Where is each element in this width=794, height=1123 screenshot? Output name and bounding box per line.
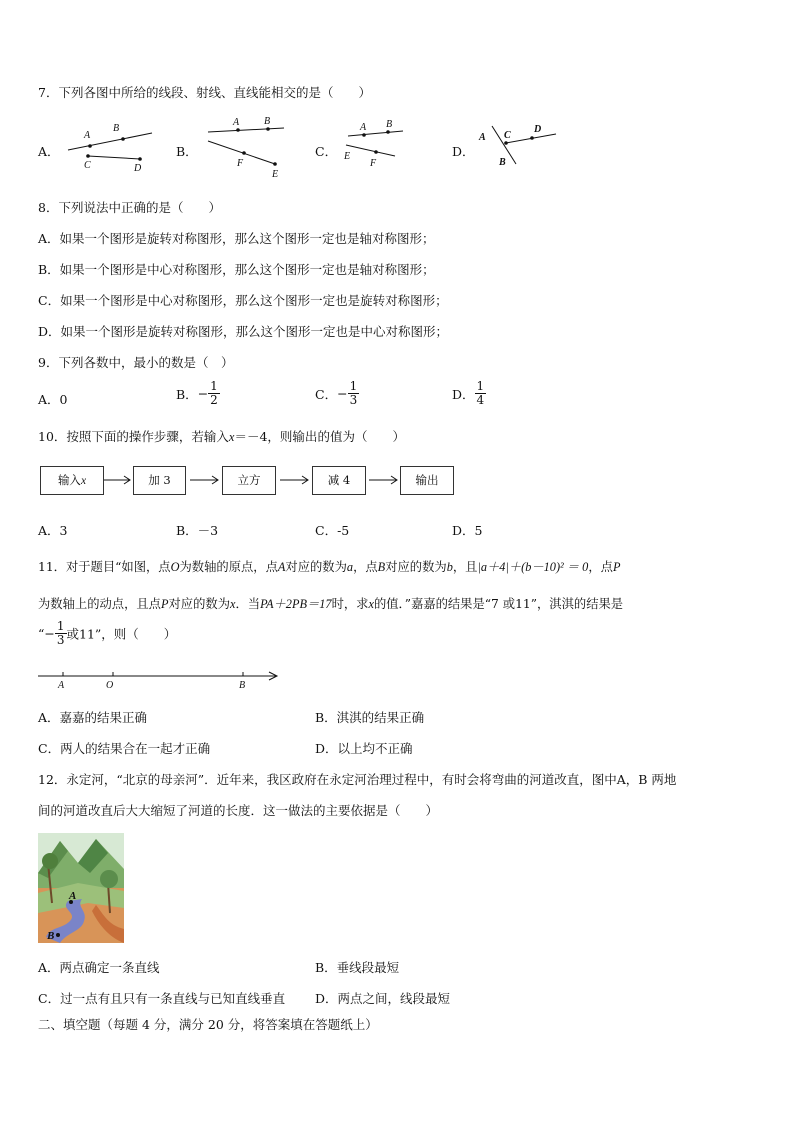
flow-arrow-1 [103, 474, 133, 486]
q7-option-c-label: C． [315, 144, 338, 159]
q7d-label-A: A [479, 132, 486, 143]
flow-box-add3: 加 3 [133, 466, 186, 495]
river-label-A: A [69, 890, 77, 902]
q7a-label-A: A [84, 130, 91, 141]
q7-option-a-label: A． [38, 144, 60, 159]
q7b-label-F: F [237, 158, 244, 169]
q10-stem: 10．按照下面的操作步骤，若输入x＝－4，则输出的值为（ ） [38, 429, 405, 444]
q10-option-b: B．－3 [176, 523, 219, 538]
q12-option-d: D．两点之间，线段最短 [315, 991, 451, 1006]
q8-stem: 8．下列说法中正确的是（ ） [38, 200, 221, 215]
river-label-B: B [47, 930, 55, 942]
q7d-label-D: D [534, 124, 542, 135]
q9-option-b: B．− $\frac{1}{2}$ [176, 379, 218, 408]
q7a-label-B: B [113, 123, 120, 134]
q7c-label-F: F [370, 158, 377, 169]
q11-line3: “− $\frac{1}{3}$ 或11”，则（ ） [38, 619, 177, 648]
q7a-label-D: D [134, 163, 142, 174]
q9-stem: 9．下列各数中，最小的数是（ ） [38, 355, 234, 370]
q11-line2: 为数轴上的动点，且点P对应的数为x．当PA＋2PB＝17时，求x的值．”嘉嘉的结果是“7 或11”，淇淇的结果是 [38, 597, 624, 611]
q9-option-a: A．0 [38, 392, 68, 407]
q7c-label-B: B [386, 119, 393, 130]
q7-stem: 7．下列各图中所给的线段、射线、直线能相交的是（ ） [38, 85, 371, 100]
q12-line2: 间的河道改直后大大缩短了河道的长度．这一做法的主要依据是（ ） [38, 803, 439, 818]
q8-option-c: C．如果一个图形是中心对称图形，那么这个图形一定也是旋转对称图形； [38, 293, 448, 308]
q7-option-b-label: B． [176, 144, 198, 159]
q7-figure-d [474, 118, 564, 170]
q12-option-a: A．两点确定一条直线 [38, 960, 160, 975]
flow-arrow-4 [368, 474, 400, 486]
q12-option-c: C．过一点有且只有一条直线与已知直线垂直 [38, 991, 286, 1006]
q12-option-b: B．垂线段最短 [315, 960, 400, 975]
q11-option-a: A．嘉嘉的结果正确 [38, 710, 148, 725]
q10-option-c: C．-5 [315, 523, 350, 538]
river-illustration [38, 833, 124, 943]
q12-line1: 12．永定河，“北京的母亲河”．近年来，我区政府在永定河治理过程中，有时会将弯曲的河道改直，图中A，B 两地 [38, 772, 677, 787]
q8-option-a: A．如果一个图形是旋转对称图形，那么这个图形一定也是轴对称图形； [38, 231, 435, 246]
q9-option-c: C．− $\frac{1}{3}$ [315, 379, 358, 408]
q8-option-d: D．如果一个图形是旋转对称图形，那么这个图形一定也是中心对称图形； [38, 324, 449, 339]
q7c-label-A: A [360, 122, 367, 133]
q7-figure-c [338, 116, 408, 174]
q7-figure-a [60, 118, 160, 178]
q11-option-b: B．淇淇的结果正确 [315, 710, 425, 725]
q9-option-d: D． $\frac{1}{4}$ [452, 379, 485, 408]
axis-label-B: B [239, 680, 246, 691]
q10-option-a: A．3 [38, 523, 68, 538]
flow-arrow-3 [279, 474, 311, 486]
q11-option-d: D．以上均不正确 [315, 741, 413, 756]
section-2-heading: 二、填空题（每题 4 分，满分 20 分，将答案填在答题纸上） [38, 1017, 378, 1032]
axis-label-O: O [106, 680, 114, 691]
q7d-label-B: B [499, 157, 506, 168]
q7-figure-b [200, 113, 295, 183]
flow-box-cube: 立方 [222, 466, 276, 495]
q7b-label-A: A [233, 117, 240, 128]
flow-arrow-2 [189, 474, 221, 486]
flow-box-sub4: 减 4 [312, 466, 366, 495]
q7c-label-E: E [344, 151, 351, 162]
q11-number-line [36, 666, 286, 694]
q11-line1: 11．对于题目“如图，点O为数轴的原点，点A对应的数为a，点B对应的数为b，且|a＋4|＋(b－10)² ＝ 0，点P [38, 560, 621, 574]
q7-option-d-label: D． [452, 144, 475, 159]
flow-box-output: 输出 [400, 466, 454, 495]
q8-option-b: B．如果一个图形是中心对称图形，那么这个图形一定也是轴对称图形； [38, 262, 435, 277]
q10-option-d: D．5 [452, 523, 483, 538]
q11-option-c: C．两人的结果合在一起才正确 [38, 741, 211, 756]
axis-label-A: A [58, 680, 65, 691]
q7b-label-B: B [264, 116, 271, 127]
q7a-label-C: C [84, 160, 91, 171]
q7d-label-C: C [504, 130, 511, 141]
flow-box-input: 输入x [40, 466, 104, 495]
q7b-label-E: E [272, 169, 279, 180]
